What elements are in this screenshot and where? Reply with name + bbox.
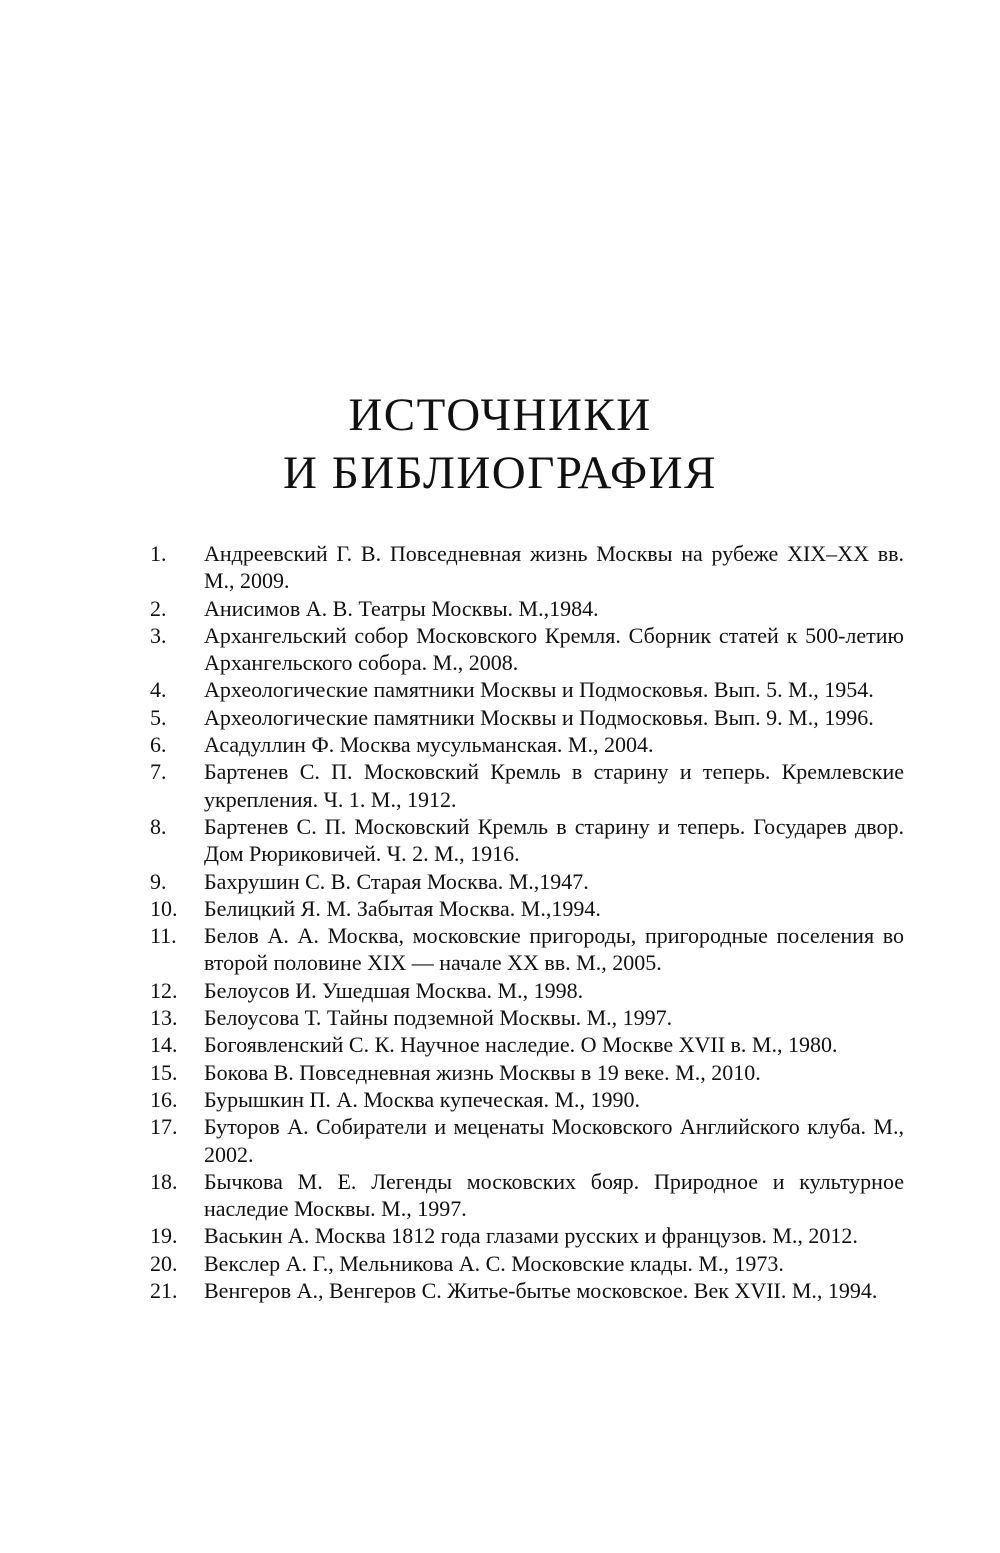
entry-number: 4. [150,677,167,703]
title-line-1: ИСТОЧНИКИ [348,389,652,441]
entry-text: Буторов А. Собиратели и меценаты Московского Английского клуба. М., 2002. [204,1114,904,1167]
entry-text: Венгеров А., Венгеров С. Житье-бытье московское. Век XVII. М., 1994. [204,1278,878,1304]
entry-text: Бурышкин П. А. Москва купеческая. М., 1990. [204,1086,641,1112]
entry-text: Анисимов А. В. Театры Москвы. М.,1984. [204,595,599,621]
entry-text: Богоявленский С. К. Научное наследие. О Москве XVII в. М., 1980. [204,1032,838,1058]
entry-text: Бычкова М. Е. Легенды московских бояр. Природное и культурное наследие Москвы. М., 1997. [204,1168,904,1222]
entry-text: Андреевский Г. В. Повседневная жизнь Москвы на рубеже XIX–XX вв. М., 2009. [204,541,904,594]
bibliography-entry [150,813,904,868]
entry-number: 13. [150,1005,178,1031]
entry-number: 9. [150,868,167,894]
bibliography-entry [150,540,904,595]
entry-text: Белоусов И. Ушедшая Москва. М., 1998. [204,977,584,1003]
entry-text: Бартенев С. П. Московский Кремль в старину и теперь. Государев двор. Дом Рюриковичей. Ч. 2. М., 1916. [204,813,904,867]
bibliography-entry [150,676,904,703]
entry-number: 14. [150,1032,178,1058]
entry-number: 5. [150,704,167,730]
bibliography-entry [150,1113,904,1168]
bibliography-entry [150,868,904,895]
entry-number: 21. [150,1278,178,1304]
entry-text: Васькин А. Москва 1812 года глазами русских и французов. М., 2012. [204,1223,858,1249]
entry-number: 20. [150,1250,178,1276]
entry-text: Белов А. А. Москва, московские пригороды, пригородные поселения во второй половине XIX — начале XX вв. М., 2005. [204,923,904,976]
bibliography-entry [150,977,904,1004]
entry-number: 2. [150,595,167,621]
entry-number: 11. [150,923,177,949]
entry-number: 15. [150,1059,178,1085]
entry-text: Археологические памятники Москвы и Подмосковья. Вып. 5. М., 1954. [204,677,874,703]
entry-text: Бокова В. Повседневная жизнь Москвы в 19 веке. М., 2010. [204,1059,761,1085]
bibliography-entry [150,1222,904,1249]
entry-number: 6. [150,732,167,758]
page-title [0,386,1000,502]
bibliography-entry [150,922,904,977]
entry-text: Бахрушин С. В. Старая Москва. М.,1947. [204,868,589,894]
entry-text: Архангельский собор Московского Кремля. Сборник статей к 500-летию Архангельского собора. М., 2008. [204,622,904,676]
entry-number: 1. [150,541,167,566]
bibliography-entry [150,1031,904,1058]
bibliography-entry [150,1004,904,1031]
entry-text: Археологические памятники Москвы и Подмосковья. Вып. 9. М., 1996. [204,704,874,730]
bibliography-entry [150,1277,904,1304]
entry-text: Векслер А. Г., Мельникова А. С. Московские клады. М., 1973. [204,1250,784,1276]
entry-text: Белицкий Я. М. Забытая Москва. М.,1994. [204,895,601,921]
entry-number: 16. [150,1086,178,1112]
entry-number: 17. [150,1114,178,1140]
bibliography-entry [150,895,904,922]
bibliography-entry [150,758,904,813]
bibliography-entry [150,704,904,731]
entry-number: 10. [150,895,178,921]
entry-number: 3. [150,622,167,648]
entry-number: 12. [150,977,178,1003]
bibliography-entry [150,1168,904,1223]
bibliography-entry [150,1250,904,1277]
bibliography-entry [150,1059,904,1086]
bibliography-list [150,540,904,1304]
entry-number: 8. [150,813,167,839]
entry-number: 19. [150,1223,178,1249]
bibliography-entry [150,595,904,622]
entry-text: Бартенев С. П. Московский Кремль в старину и теперь. Кремлевские укрепления. Ч. 1. М., 1912. [204,759,904,812]
title-line-2: И БИБЛИОГРАФИЯ [283,447,717,499]
entry-text: Белоусова Т. Тайны подземной Москвы. М., 1997. [204,1005,673,1031]
entry-text: Асадуллин Ф. Москва мусульманская. М., 2004. [204,732,654,758]
entry-number: 18. [150,1168,178,1194]
bibliography-entry [150,622,904,677]
bibliography-entry [150,731,904,758]
entry-number: 7. [150,759,167,785]
bibliography-entry [150,1086,904,1113]
